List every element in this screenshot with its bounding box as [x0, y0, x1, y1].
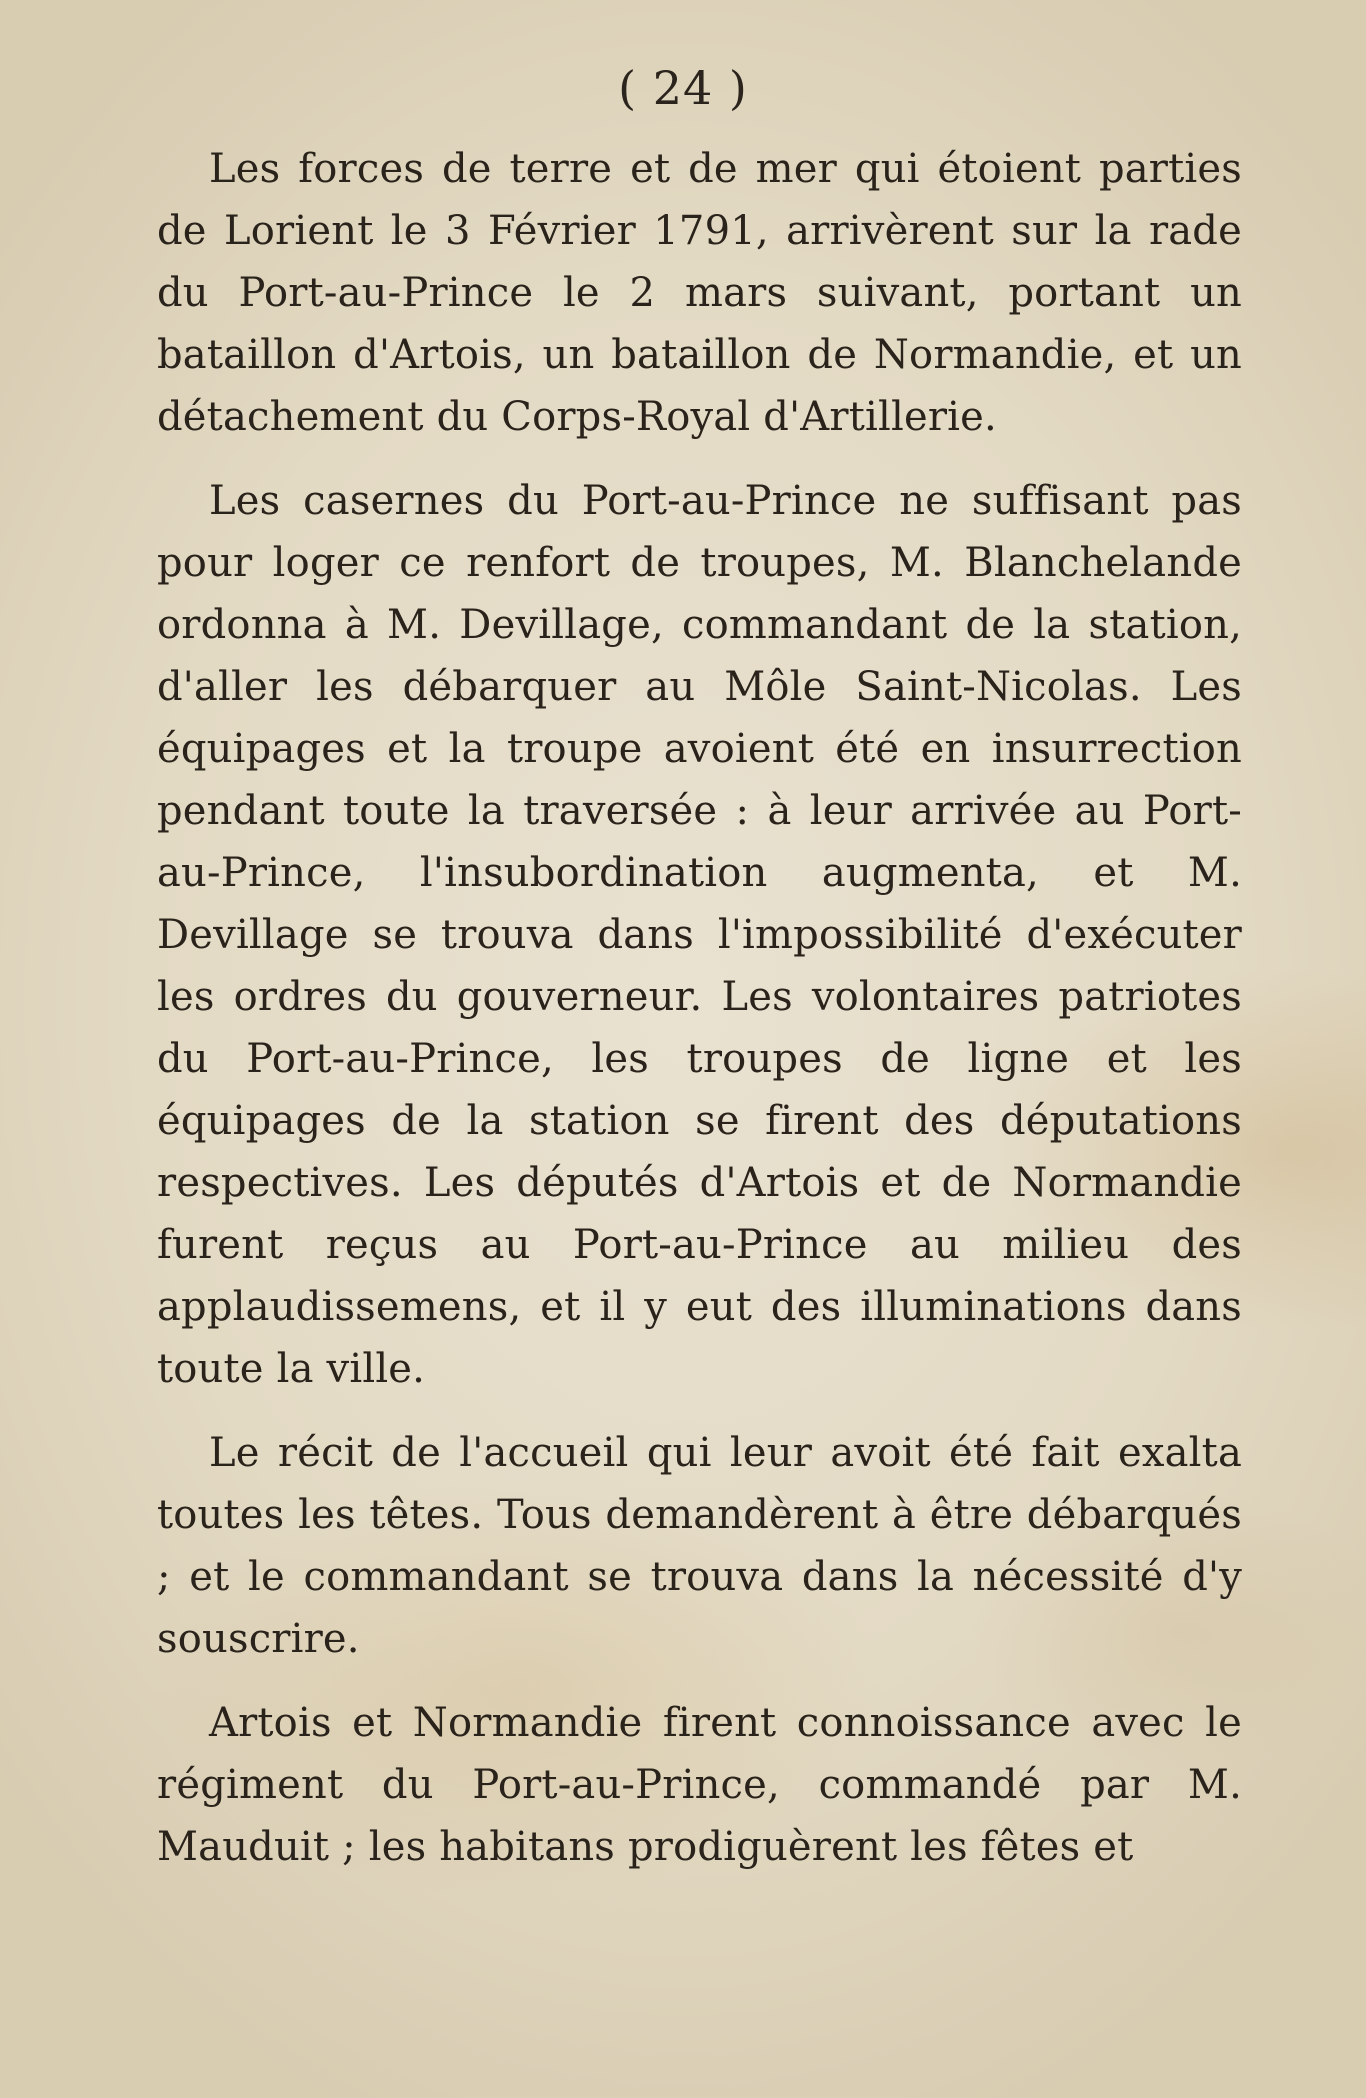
page-number: ( 24 )	[618, 61, 748, 115]
paragraph-forces-arrival: Les forces de terre et de mer qui étoient parties de Lorient le 3 Février 1791, arrivèrent sur la rade du Port-au-Prince le 2 mars suivant, portant un bataillon d'Artois, un bataillon de Normandie, et un détachement du Corps-Royal d'Artillerie.	[157, 146, 1242, 440]
paragraph-casernes: Les casernes du Port-au-Prince ne suffisant pas pour loger ce renfort de troupes, M. Blanchelande ordonna à M. Devillage, commandant de la station, d'aller les débarquer au Môle Saint-Nicolas. Les équipages et la troupe avoient été en insurrection pendant toute la traversée : à leur arrivée au Port-au-Prince, l'insubordination augmenta, et M. Devillage se trouva dans l'impossibilité d'exécuter les ordres du gouverneur. Les volontaires patriotes du Port-au-Prince, les troupes de ligne et les équipages de la station se firent des députations respectives. Les députés d'Artois et de Normandie furent reçus au Port-au-Prince au milieu des applaudissemens, et il y eut des illuminations dans toute la ville.	[157, 478, 1242, 1392]
paragraph-recit-accueil: Le récit de l'accueil qui leur avoit été fait exalta toutes les têtes. Tous demandèrent à être débarqués ; et le commandant se trouva dans la nécessité d'y souscrire.	[157, 1430, 1242, 1662]
paragraph-artois-normandie: Artois et Normandie firent connoissance avec le régiment du Port-au-Prince, commandé par M. Mauduit ; les habitans prodiguèrent les fêtes et	[157, 1700, 1242, 1870]
text-block	[157, 138, 1242, 1878]
